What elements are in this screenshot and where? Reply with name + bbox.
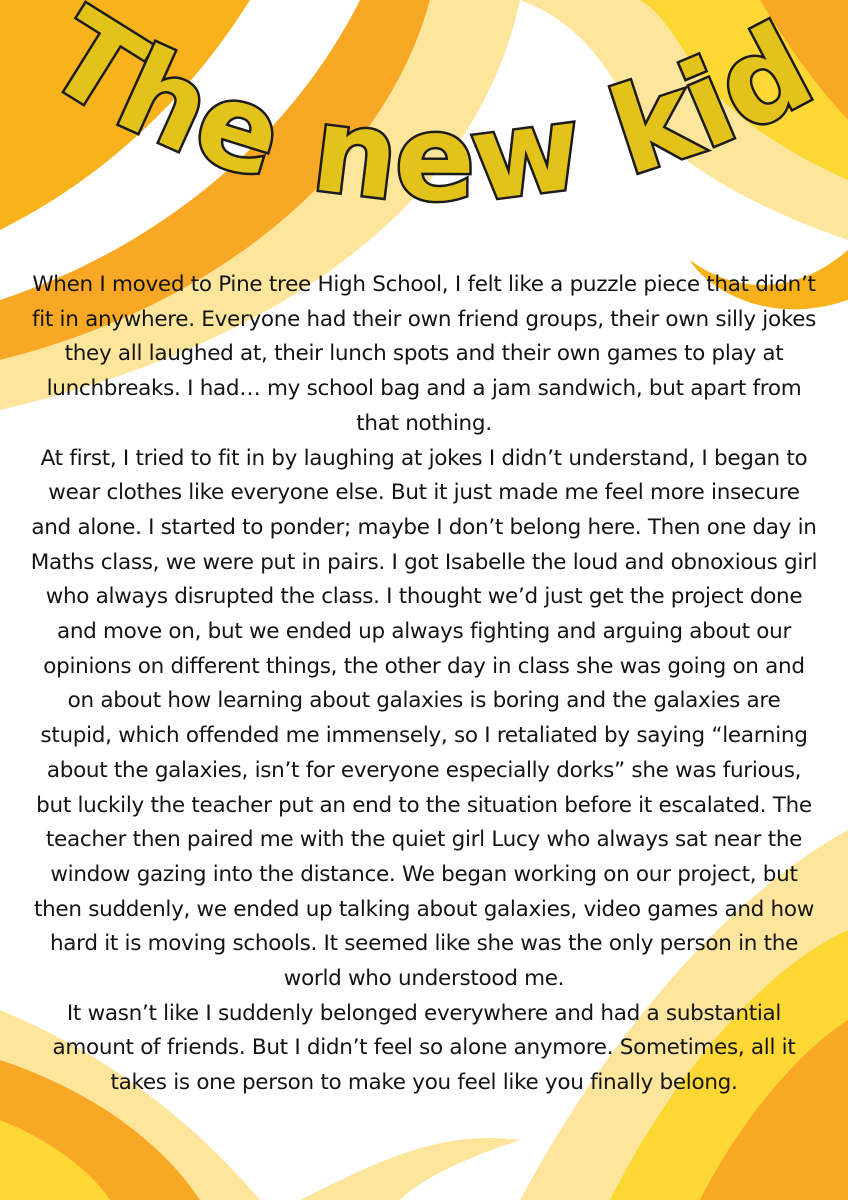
title-text-path: The new kid bbox=[25, 0, 835, 229]
title-graphic bbox=[0, 0, 848, 270]
story-body bbox=[30, 268, 818, 1101]
story-paragraph-1: When I moved to Pine tree High School, I felt like a puzzle piece that didn’t fit in anywhere. Everyone had their own friend groups, their own silly jokes they all laughed at, their lunch spots and their own games to play at lunchbreaks. I had… my school bag and a jam sandwich, but apart from that nothing. bbox=[31, 272, 817, 436]
swirl-bottom-center-light bbox=[300, 1138, 520, 1200]
title-heading bbox=[25, 0, 834, 228]
story-paragraph-2: At first, I tried to fit in by laughing at jokes I didn’t understand, I began to wear clothes like everyone else. But it just made me feel more insecure and alone. I started to ponder; maybe I don’t belong here. Then one day in Maths class, we were put in pairs. I got Isabelle the loud and obnoxious girl who always disrupted the class. I thought we’d just get the project done and move on, but we ended up always fighting and arguing about our opinions on different things, the other day in class she was going on and on about how learning about galaxies is boring and the galaxies are stupid, which offended me immensely, so I retaliated by saying “learning about the galaxies, isn’t for everyone especially dorks” she was furious, but luckily the teacher put an end to the situation before it escalated. The teacher then paired me with the quiet girl Lucy who always sat near the window gazing into the distance. We began working on our project, but then suddenly, we ended up talking about galaxies, video games and how hard it is moving schools. It seemed like she was the only person in the world who understood me. bbox=[30, 445, 818, 992]
story-paragraph-3: It wasn’t like I suddenly belonged everywhere and had a substantial amount of friends. But I didn’t feel so alone anymore. Sometimes, all it takes is one person to make you feel like you finally belong. bbox=[52, 1000, 796, 1096]
